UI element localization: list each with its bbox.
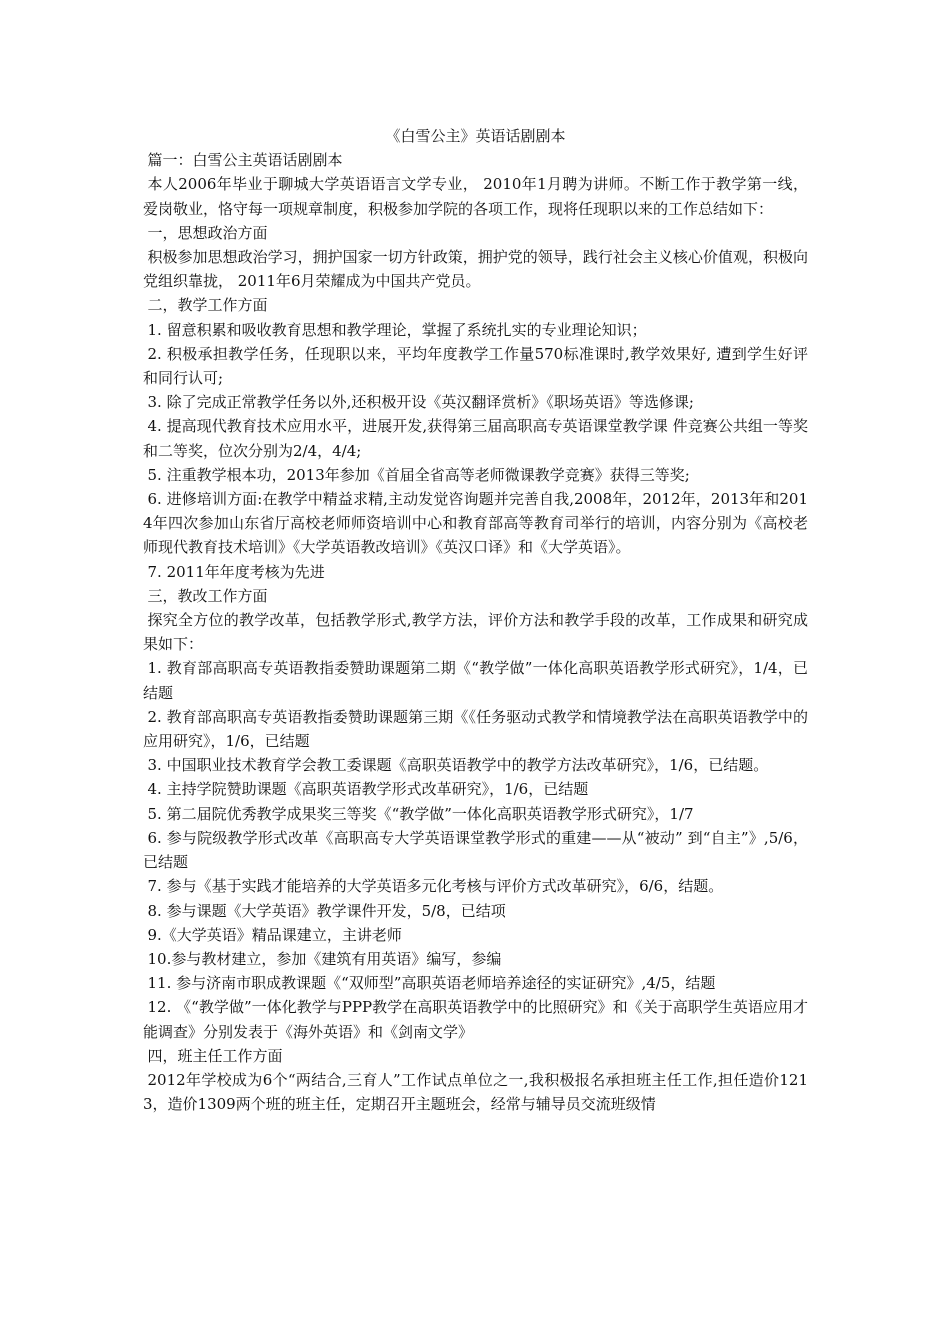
paragraph: 篇一：白雪公主英语话剧剧本: [147, 151, 343, 170]
list-item: 6. 参与院级教学形式改革《高职高专大学英语课堂教学形式的重建——从“被动” 到“自主”》,5/6，已结题: [143, 828, 808, 872]
list-item: 9.《大学英语》精品课建立，主讲老师: [147, 925, 402, 944]
list-item: 1. 教育部高职高专英语教指委赞助课题第二期《“教学做”一体化高职英语教学形式研究》，1/4，已结题: [143, 659, 808, 702]
list-item: 5. 注重教学根本功，2013年参加《首届全省高等老师微课教学竞赛》获得三等奖;: [147, 465, 690, 484]
section-heading: 四，班主任工作方面: [147, 1046, 283, 1065]
paragraph: 探究全方位的教学改革，包括教学形式,教学方法，评价方法和教学手段的改革，工作成果和研究成果如下：: [143, 611, 808, 654]
list-item: 3. 除了完成正常教学任务以外,还积极开设《英汉翻译赏析》《职场英语》等选修课;: [147, 393, 694, 412]
document-title: 《白雪公主》英语话剧剧本: [385, 127, 566, 145]
list-item: 10.参与教材建立，参加《建筑有用英语》编写，参编: [147, 949, 502, 968]
list-item: 7. 2011年年度考核为先进: [147, 562, 325, 581]
list-item: 5. 第二届院优秀教学成果奖三等奖《“教学做”一体化高职英语教学形式研究》，1/7: [147, 804, 694, 823]
list-item: 3. 中国职业技术教育学会教工委课题《高职英语教学中的教学方法改革研究》，1/6，已结题。: [147, 756, 769, 775]
paragraph: 本人2006年毕业于聊城大学英语语言文学专业， 2010年1月聘为讲师。不断工作于教学第一线，爱岗敬业，恪守每一项规章制度，积极参加学院的各项工作，现将任现职以来的工作总结如下：: [143, 175, 808, 218]
list-item: 4. 提高现代教育技术应用水平，进展开发,获得第三届高职高专英语课堂教学课 件竞赛公共组一等奖和二等奖，位次分别为2/4，4/4;: [143, 417, 808, 460]
list-item: 1. 留意积累和吸收教育思想和教学理论，掌握了系统扎实的专业理论知识；: [147, 320, 647, 339]
list-item: 12. 《“教学做”一体化教学与PPP教学在高职英语教学中的比照研究》和《关于高职学生英语应用才能调查》分别发表于《海外英语》和《剑南文学》: [143, 998, 808, 1041]
list-item: 8. 参与课题《大学英语》教学课件开发，5/8，已结项: [147, 901, 506, 920]
list-item: 2. 教育部高职高专英语教指委赞助课题第三期《《任务驱动式教学和情境教学法在高职英语教学中的应用研究》，1/6，已结题: [143, 707, 808, 751]
list-item: 7. 参与《基于实践才能培养的大学英语多元化考核与评价方式改革研究》，6/6，结题。: [147, 877, 724, 896]
section-heading: 一，思想政治方面: [147, 223, 268, 242]
list-item: 2. 积极承担教学任务，任现职以来，平均年度教学工作量570标准课时,教学效果好, 遭到学生好评和同行认可;: [143, 344, 808, 388]
list-item: 11. 参与济南市职成教课题《“双师型”高职英语老师培养途径的实证研究》,4/5，结题: [147, 974, 716, 993]
list-item: 4. 主持学院赞助课题《高职英语教学形式改革研究》，1/6，已结题: [147, 780, 589, 799]
paragraph: 积极参加思想政治学习，拥护国家一切方针政策，拥护党的领导，践行社会主义核心价值观，积极向党组织靠拢， 2011年6月荣耀成为中国共产党员。: [143, 248, 808, 291]
paragraph: 2012年学校成为6个“两结合,三育人”工作试点单位之一,我积极报名承担班主任工作,担任造价1213，造价1309两个班的班主任，定期召开主题班会，经常与辅导员交流班级情: [143, 1070, 808, 1114]
list-item: 6. 进修培训方面:在教学中精益求精,主动发觉咨询题并完善自我,2008年，2012年，2013年和2014年四次参加山东省厅高校老师师资培训中心和教育部高等教育司举行的培训，内容分别为《高校老师现代教育技术培训》《大学英语教改培训》《英汉口译》和《大学英语》。: [143, 490, 808, 557]
section-heading: 三，教改工作方面: [147, 586, 268, 605]
section-heading: 二，教学工作方面: [147, 296, 268, 315]
document-page: [143, 124, 808, 1116]
